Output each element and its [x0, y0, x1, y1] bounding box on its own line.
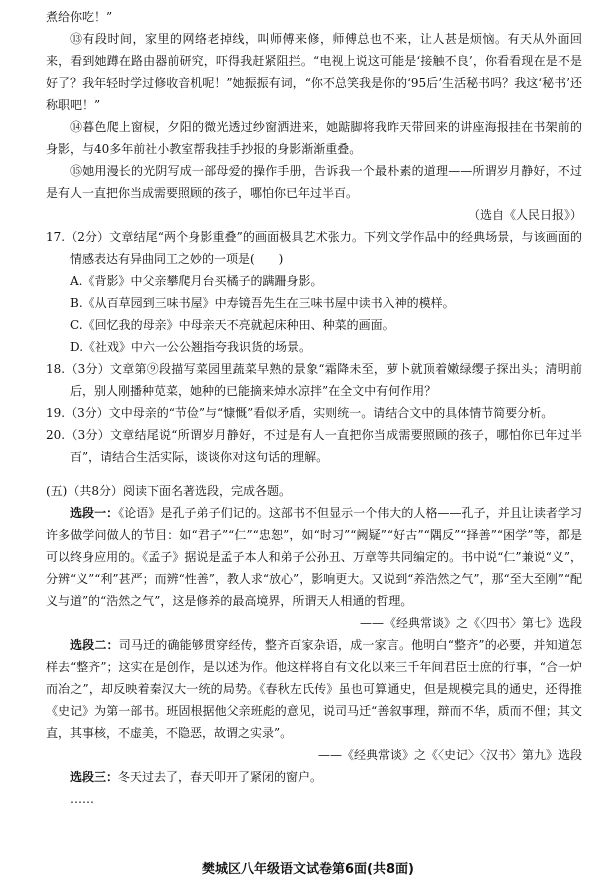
passage-line-top: 煮给你吃！”	[46, 10, 113, 24]
question-18: 18.（3分）文章第⑨段描写菜园里蔬菜早熟的景象“霜降未至，萝卜就顶着嫩绿缨子探出头；清明前后，别人刚播种苋菜，她种的已能摘来焯水凉拌”在全文中有何作用？	[46, 362, 582, 398]
question-17-stem: 17.（2分）文章结尾“两个身影重叠”的画面极具艺术张力。下列文学作品中的经典场景，与该画面的情感表达有异曲同工之妙的一项是( )	[46, 230, 582, 266]
ellipsis: ……	[70, 792, 94, 806]
question-20: 20.（3分）文章结尾说“所谓岁月静好，不过是有人一直把你当成需要照顾的孩子，哪怕你已年过半百”，请结合生活实际，谈谈你对这句话的理解。	[46, 428, 582, 464]
passage-paragraph-15: ⑮她用漫长的光阴写成一部母爱的操作手册，告诉我一个最朴素的道理——所谓岁月静好，不过是有人一直把你当成需要照顾的孩子，哪怕你已年过半百。	[46, 164, 582, 200]
excerpt-3-label: 选段三：	[70, 770, 119, 784]
excerpt-3-text: 冬天过去了，春天叩开了紧闭的窗户。	[118, 770, 323, 784]
question-19: 19.（3分）文中母亲的“节俭”与“慷慨”看似矛盾，实则统一。请结合文中的具体情节简要分析。	[46, 406, 554, 420]
page-footer: 樊城区八年级语文试卷第6面(共8面)	[202, 862, 414, 877]
excerpt-2-label: 选段二：	[70, 638, 119, 652]
passage-paragraph-13: ⑬有段时间，家里的网络老掉线，叫师傅来修，师傅总也不来，让人甚是烦恼。有天从外面回来，看到她蹲在路由器前研究，吓得我赶紧阻拦。“电视上说这可能是‘接触不良’，你看看现在是不是好了？我年轻时学过修收音机呢！”她振振有词，“你不总笑我是你的‘95后’生活秘书吗？我这‘秘书’还称职吧！”	[46, 32, 582, 112]
passage-paragraph-14: ⑭暮色爬上窗棂，夕阳的微光透过纱窗洒进来，她踮脚将我昨天带回来的讲座海报挂在书架前的身影，与40多年前社小教室帮我挂手抄报的身影渐渐重叠。	[46, 120, 582, 156]
question-17-option-d: D.《社戏》中六一公公翘指夸我识货的场景。	[70, 340, 312, 354]
question-17-option-b: B.《从百草园到三味书屋》中寿镜吾先生在三味书屋中读书入神的模样。	[70, 296, 455, 310]
excerpt-1-text: 《论语》是孔子弟子们记的。这部书不但显示一个伟大的人格——孔子，并且让读者学习许多做学问做人的节目：如“君子”“仁”“忠恕”，如“时习”“阙疑”“好古”“隅反”“择善”“困学”等，都是可以终身应用的。《孟子》据说是孟子本人和弟子公孙丑、万章等共同编定的。书中说“仁”兼说“义”，分辨“义”“利”甚严；而辨“性善”，教人求“放心”，影响更大。又说到“养浩然之气”，那“至大至刚”“配义与道”的“浩然之气”，这是修养的最高境界，所谓天人相通的哲理。	[46, 506, 582, 608]
excerpt-3	[46, 766, 582, 788]
passage-source: （选自《人民日报》）	[467, 208, 582, 222]
section-5-heading: (五)（共8分）阅读下面名著选段，完成各题。	[46, 484, 291, 498]
excerpt-1-label: 选段一：	[70, 506, 119, 520]
question-17	[46, 226, 582, 358]
question-17-option-a: A.《背影》中父亲攀爬月台买橘子的蹒跚身影。	[70, 274, 323, 288]
excerpt-2-source: ——《经典常谈》之《〈史记〉〈汉书〉第九》选段	[317, 748, 582, 762]
excerpt-2	[46, 634, 582, 744]
excerpt-2-text: 司马迁的确能够贯穿经传，整齐百家杂语，成一家言。他明白“整齐”的必要，并知道怎样去“整齐”；这实在是创作，是以述为作。他这样将自有文化以来三千年间君臣士庶的行事，“合一炉而冶之”，却反映着秦汉大一统的局势。《春秋左氏传》虽也可算通史，但是规模完具的通史，还得推《史记》为第一部书。班固根据他父亲班彪的意见，说司马迁“善叙事理，辩而不华，质而不俚；其文直，其事核，不虚美，不隐恶，故谓之实录”。	[46, 638, 582, 740]
excerpt-1	[46, 502, 582, 612]
excerpt-1-source: ——《经典常谈》之《〈四书〉第七》选段	[359, 616, 582, 630]
question-17-option-c: C.《回忆我的母亲》中母亲天不亮就起床种田、种菜的画面。	[70, 318, 395, 332]
